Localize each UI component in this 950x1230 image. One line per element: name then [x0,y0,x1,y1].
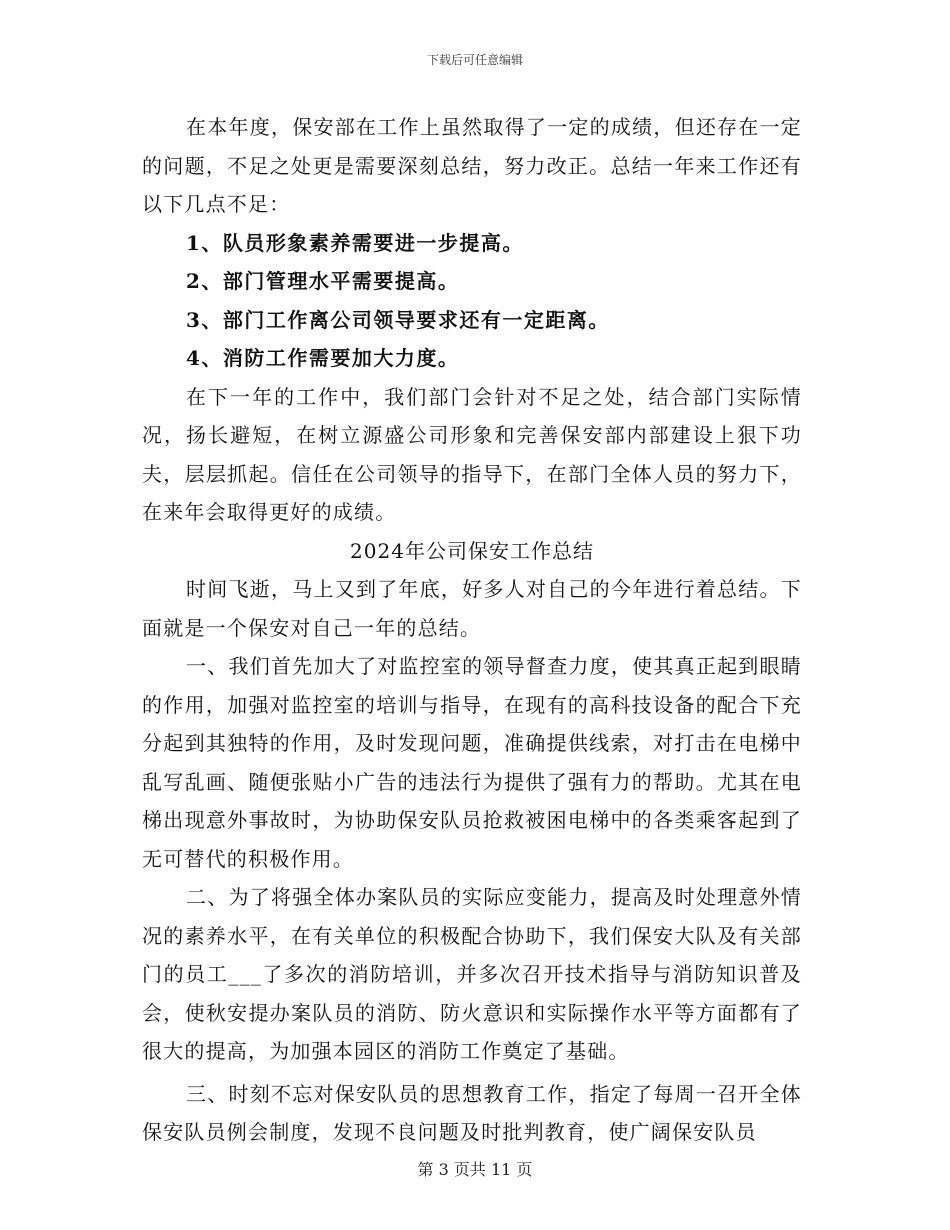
shortcoming-item-2: 2、部门管理水平需要提高。 [186,269,460,293]
document-body [142,108,802,1152]
shortcoming-item-4: 4、消防工作需要加大力度。 [186,346,460,370]
section-point-2: 二、为了将强全体办案队员的实际应变能力，提高及时处理意外情况的素养水平，在有关单位的积极配合协助下，我们保安大队及有关部门的员工___了多次的消防培训，并多次召开技术指导与消防知识普及会，使秋安提办案队员的消防、防火意识和实际操作水平等方面都有了很大的提高，为加强本园区的消防工作奠定了基础。 [142,885,802,1063]
page-header: 下载后可任意编辑 [426,53,523,67]
shortcoming-item-1: 1、队员形象素养需要进一步提高。 [186,230,524,255]
section-intro-paragraph: 时间飞逝，马上又到了年底，好多人对自己的今年进行着总结。下面就是一个保安对自己一年的总结。 [142,577,802,640]
section-point-1: 一、我们首先加大了对监控室的领导督查力度，使其真正起到眼睛的作用，加强对监控室的培训与指导，在现有的高科技设备的配合下充分起到其独特的作用，及时发现问题，准确提供线索，对打击在电梯中乱写乱画、随便张贴小广告的违法行为提供了强有力的帮助。尤其在电梯出现意外事故时，为协助保安队员抢救被困电梯中的各类乘客起到了无可替代的积极作用。 [142,654,802,871]
closing-paragraph: 在下一年的工作中，我们部门会针对不足之处，结合部门实际情况，扬长避短，在树立源盛公司形象和完善保安部内部建设上狠下功夫，层层抓起。信任在公司领导的指导下，在部门全体人员的努力下，在来年会取得更好的成绩。 [142,384,802,524]
section-title: 2024年公司保安工作总结 [350,538,594,563]
intro-paragraph: 在本年度，保安部在工作上虽然取得了一定的成绩，但还存在一定的问题，不足之处更是需要深刻总结，努力改正。总结一年来工作还有以下几点不足： [142,115,802,216]
shortcoming-item-3: 3、部门工作离公司领导要求还有一定距离。 [186,307,610,332]
page-footer: 第 3 页共 11 页 [417,1160,533,1179]
section-point-3: 三、时刻不忘对保安队员的思想教育工作，指定了每周一召开全体保安队员例会制度，发现不良问题及时批判教育，使广阔保安队员 [142,1081,802,1144]
